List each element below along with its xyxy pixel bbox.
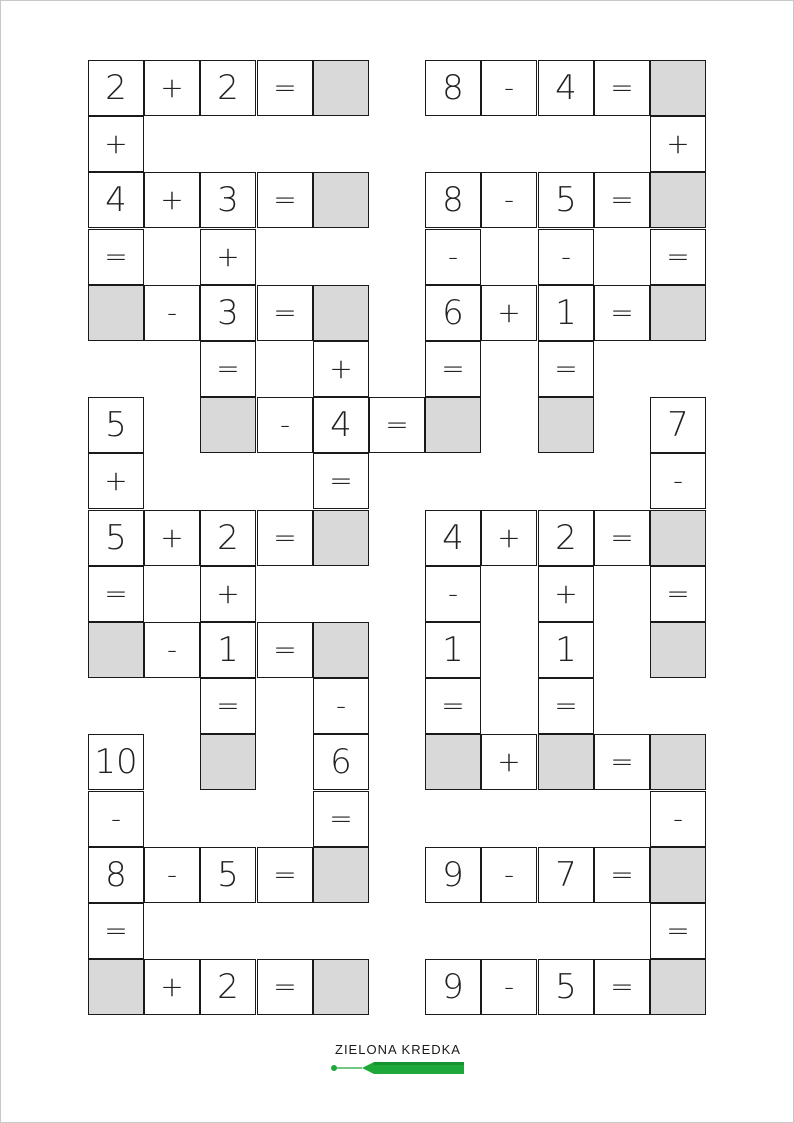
number-cell: 1 (538, 285, 594, 341)
equals-cell: = (88, 229, 144, 285)
number-cell: 4 (88, 172, 144, 228)
number-cell: 5 (88, 510, 144, 566)
equals-cell: = (200, 341, 256, 397)
equals-cell: = (594, 60, 650, 116)
equals-cell: = (369, 397, 425, 453)
answer-box[interactable] (313, 172, 369, 228)
operator-cell: - (144, 622, 200, 678)
answer-box[interactable] (313, 959, 369, 1015)
operator-cell: + (88, 453, 144, 509)
number-cell: 5 (200, 847, 256, 903)
number-cell: 10 (88, 734, 144, 790)
pencil-stripe (374, 1062, 464, 1065)
equals-cell: = (594, 285, 650, 341)
equals-cell: = (425, 678, 481, 734)
operator-cell: - (481, 172, 537, 228)
operator-cell: - (481, 847, 537, 903)
answer-box[interactable] (313, 510, 369, 566)
answer-box[interactable] (538, 397, 594, 453)
equals-cell: = (594, 959, 650, 1015)
number-cell: 9 (425, 959, 481, 1015)
answer-box[interactable] (88, 285, 144, 341)
operator-cell: + (88, 116, 144, 172)
pencil-tip (362, 1062, 374, 1074)
answer-box[interactable] (650, 60, 706, 116)
number-cell: 4 (425, 510, 481, 566)
operator-cell: - (538, 229, 594, 285)
equals-cell: = (200, 678, 256, 734)
answer-box[interactable] (313, 622, 369, 678)
equals-cell: = (650, 903, 706, 959)
answer-box[interactable] (88, 959, 144, 1015)
equals-cell: = (594, 847, 650, 903)
number-cell: 3 (200, 285, 256, 341)
answer-box[interactable] (425, 734, 481, 790)
answer-box[interactable] (650, 510, 706, 566)
number-cell: 1 (425, 622, 481, 678)
answer-box[interactable] (313, 285, 369, 341)
equals-cell: = (425, 341, 481, 397)
equals-cell: = (257, 847, 313, 903)
operator-cell: + (144, 172, 200, 228)
operator-cell: + (144, 60, 200, 116)
answer-box[interactable] (313, 60, 369, 116)
operator-cell: - (88, 791, 144, 847)
number-cell: 2 (200, 60, 256, 116)
operator-cell: - (650, 791, 706, 847)
number-cell: 2 (538, 510, 594, 566)
number-cell: 4 (538, 60, 594, 116)
equals-cell: = (257, 60, 313, 116)
number-cell: 5 (538, 959, 594, 1015)
operator-cell: + (481, 734, 537, 790)
operator-cell: - (650, 453, 706, 509)
operator-cell: - (144, 847, 200, 903)
operator-cell: - (425, 566, 481, 622)
operator-cell: + (481, 510, 537, 566)
number-cell: 7 (650, 397, 706, 453)
equals-cell: = (257, 510, 313, 566)
operator-cell: - (144, 285, 200, 341)
equals-cell: = (257, 172, 313, 228)
answer-box[interactable] (650, 734, 706, 790)
answer-box[interactable] (200, 397, 256, 453)
number-cell: 7 (538, 847, 594, 903)
answer-box[interactable] (650, 285, 706, 341)
operator-cell: - (481, 959, 537, 1015)
operator-cell: - (481, 60, 537, 116)
operator-cell: + (650, 116, 706, 172)
operator-cell: + (538, 566, 594, 622)
equals-cell: = (257, 285, 313, 341)
number-cell: 1 (200, 622, 256, 678)
number-cell: 3 (200, 172, 256, 228)
equals-cell: = (257, 959, 313, 1015)
equals-cell: = (650, 566, 706, 622)
equals-cell: = (257, 622, 313, 678)
number-cell: 6 (313, 734, 369, 790)
number-cell: 8 (425, 172, 481, 228)
number-cell: 8 (88, 847, 144, 903)
green-pencil-icon (328, 1060, 468, 1076)
number-cell: 1 (538, 622, 594, 678)
operator-cell: + (144, 510, 200, 566)
answer-box[interactable] (650, 622, 706, 678)
number-cell: 4 (313, 397, 369, 453)
number-cell: 5 (88, 397, 144, 453)
operator-cell: - (425, 229, 481, 285)
answer-box[interactable] (538, 734, 594, 790)
operator-cell: + (200, 566, 256, 622)
number-cell: 6 (425, 285, 481, 341)
equals-cell: = (313, 453, 369, 509)
answer-box[interactable] (313, 847, 369, 903)
equals-cell: = (88, 903, 144, 959)
operator-cell: - (313, 678, 369, 734)
number-cell: 8 (425, 60, 481, 116)
equals-cell: = (594, 172, 650, 228)
equals-cell: = (88, 566, 144, 622)
equals-cell: = (538, 341, 594, 397)
number-cell: 2 (200, 959, 256, 1015)
logo-text: ZIELONA KREDKA (335, 1042, 461, 1057)
answer-box[interactable] (650, 847, 706, 903)
equals-cell: = (313, 791, 369, 847)
equals-cell: = (594, 734, 650, 790)
answer-box[interactable] (88, 622, 144, 678)
operator-cell: + (200, 229, 256, 285)
answer-box[interactable] (650, 959, 706, 1015)
number-cell: 9 (425, 847, 481, 903)
equals-cell: = (538, 678, 594, 734)
operator-cell: + (144, 959, 200, 1015)
answer-box[interactable] (200, 734, 256, 790)
number-cell: 2 (200, 510, 256, 566)
number-cell: 2 (88, 60, 144, 116)
operator-cell: - (257, 397, 313, 453)
logo (322, 1042, 474, 1082)
answer-box[interactable] (650, 172, 706, 228)
operator-cell: + (481, 285, 537, 341)
equals-cell: = (594, 510, 650, 566)
answer-box[interactable] (425, 397, 481, 453)
equals-cell: = (650, 229, 706, 285)
operator-cell: + (313, 341, 369, 397)
number-cell: 5 (538, 172, 594, 228)
